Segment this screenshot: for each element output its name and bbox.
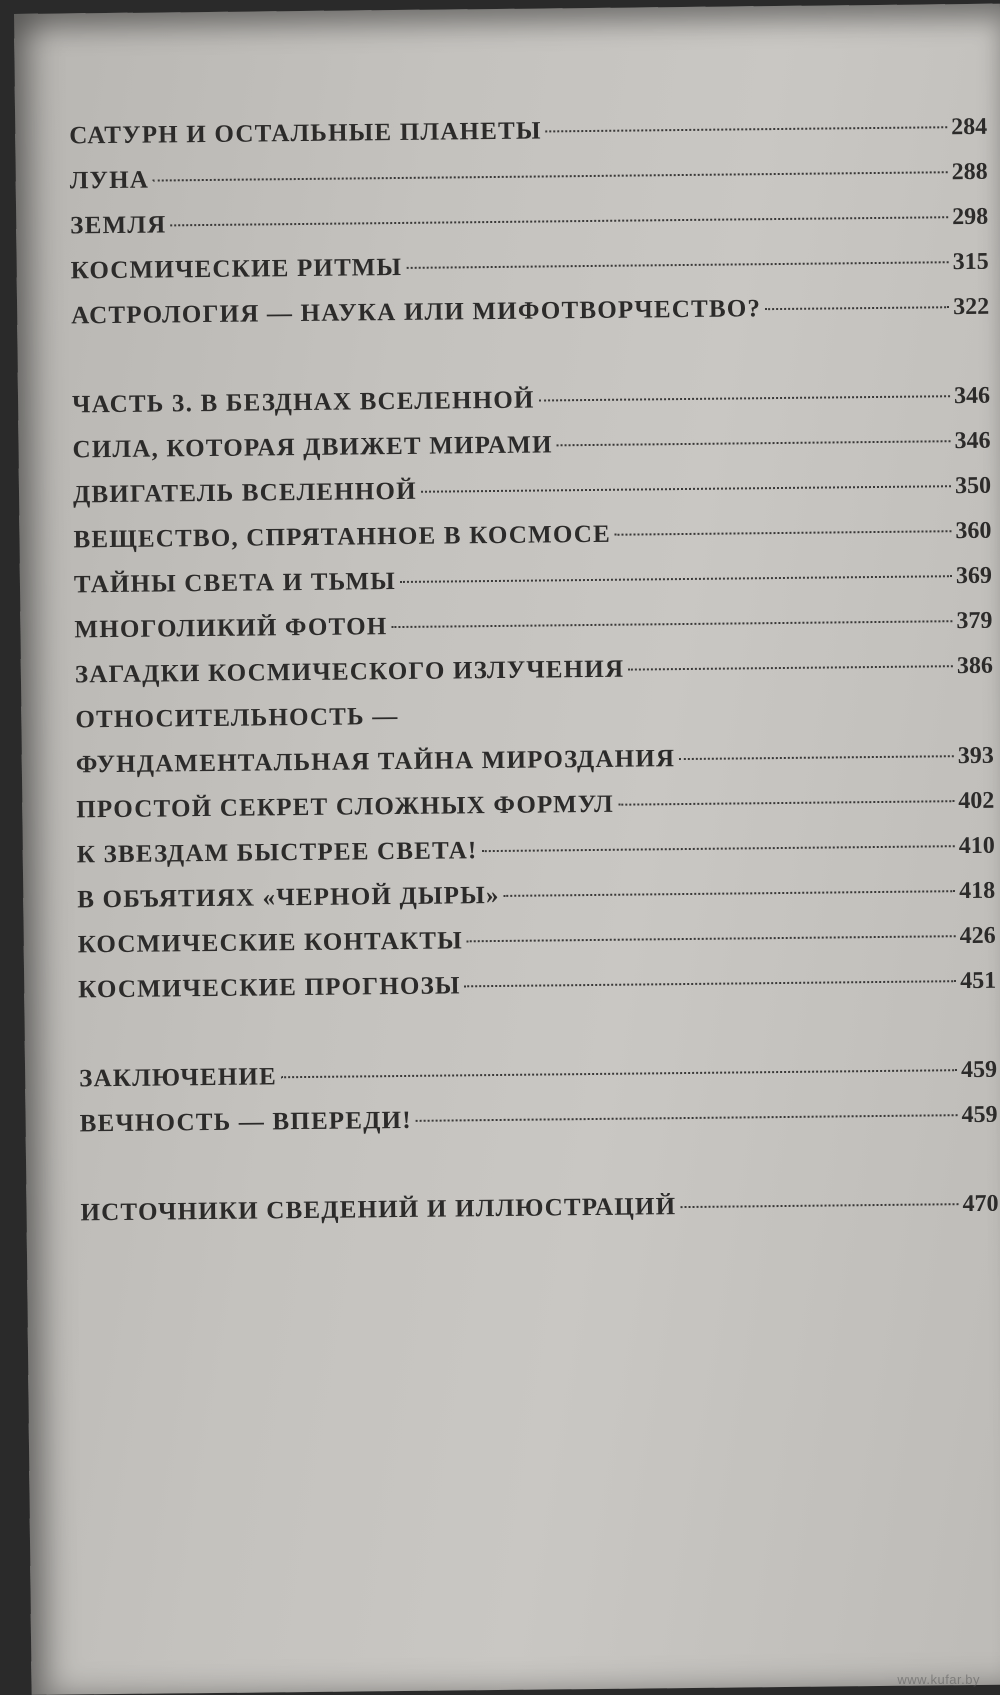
toc-entry-page: 315: [952, 248, 989, 276]
toc-entry-page: 322: [952, 293, 990, 321]
toc-entry-page: 346: [953, 382, 991, 410]
toc-entry-title: ПРОСТОЙ СЕКРЕТ СЛОЖНЫХ ФОРМУЛ: [76, 790, 615, 824]
toc-entry-title: КОСМИЧЕСКИЕ ПРОГНОЗЫ: [78, 972, 461, 1004]
leader-dots: [546, 126, 948, 132]
leader-dots: [680, 1203, 958, 1208]
toc-entry-page: 298: [952, 203, 989, 231]
toc-entry-page: 451: [960, 967, 997, 995]
toc-entry-title: ОТНОСИТЕЛЬНОСТЬ —: [75, 703, 399, 734]
table-of-contents: [69, 104, 999, 1236]
leader-dots: [416, 1114, 958, 1122]
leader-dots: [765, 306, 949, 310]
toc-entry-title: САТУРН И ОСТАЛЬНЫЕ ПЛАНЕТЫ: [69, 117, 542, 150]
leader-dots: [421, 485, 951, 493]
toc-entry-title: ЗАКЛЮЧЕНИЕ: [79, 1063, 278, 1093]
leader-dots: [465, 980, 957, 987]
toc-entry-title: КОСМИЧЕСКИЕ РИТМЫ: [70, 253, 403, 285]
toc-entry-page: 410: [958, 832, 995, 860]
toc-entry: [80, 1181, 998, 1236]
toc-entry-page: 360: [955, 517, 992, 545]
toc-entry-page: 418: [959, 877, 996, 905]
toc-entry-title: ЛУНА: [69, 166, 150, 195]
leader-dots: [618, 800, 954, 806]
toc-entry-page: 284: [951, 113, 988, 141]
toc-entry-page: 459: [961, 1101, 998, 1129]
leader-dots: [615, 530, 952, 536]
toc-entry-page: 350: [954, 472, 992, 500]
leader-dots: [481, 845, 954, 852]
leader-dots: [628, 665, 953, 670]
leader-dots: [400, 575, 952, 583]
toc-entry-title: МНОГОЛИКИЙ ФОТОН: [74, 613, 388, 644]
toc-entry-title: ВЕЧНОСТЬ — ВПЕРЕДИ!: [79, 1106, 412, 1138]
toc-entry-title: ЗАГАДКИ КОСМИЧЕСКОГО ИЗЛУЧЕНИЯ: [74, 655, 625, 689]
leader-dots: [406, 261, 948, 269]
toc-entry-page: 402: [958, 787, 995, 815]
toc-entry-title: ЧАСТЬ 3. В БЕЗДНАХ ВСЕЛЕННОЙ: [71, 386, 535, 419]
toc-entry-page: 346: [954, 427, 991, 455]
toc-entry-page: 459: [960, 1056, 998, 1084]
leader-dots: [281, 1069, 957, 1078]
toc-entry-title: ВЕЩЕСТВО, СПРЯТАННОЕ В КОСМОСЕ: [73, 520, 612, 554]
leader-dots: [391, 620, 952, 628]
toc-entry-title: ДВИГАТЕЛЬ ВСЕЛЕННОЙ: [72, 477, 417, 509]
leader-dots: [557, 440, 951, 446]
toc-entry-page: 288: [951, 158, 988, 186]
toc-entry-page: 470: [962, 1190, 999, 1218]
leader-dots: [170, 216, 948, 226]
toc-entry-page: 386: [956, 652, 994, 680]
toc-entry-title: СИЛА, КОТОРАЯ ДВИЖЕТ МИРАМИ: [72, 431, 553, 464]
book-page: [14, 4, 1000, 1695]
toc-entry-page: 379: [956, 607, 993, 635]
toc-entry-title: ТАЙНЫ СВЕТА И ТЬМЫ: [73, 568, 397, 599]
toc-entry-title: ИСТОЧНИКИ СВЕДЕНИЙ И ИЛЛЮСТРАЦИЙ: [80, 1193, 677, 1227]
toc-entry-page: 393: [957, 742, 994, 770]
toc-entry-title: К ЗВЕЗДАМ БЫСТРЕЕ СВЕТА!: [76, 837, 478, 869]
leader-dots: [539, 395, 950, 401]
toc-entry-page: 369: [955, 562, 993, 590]
toc-entry-title: ФУНДАМЕНТАЛЬНАЯ ТАЙНА МИРОЗДАНИЯ: [75, 745, 676, 779]
toc-entry-title: АСТРОЛОГИЯ — НАУКА ИЛИ МИФОТВОРЧЕСТВО?: [71, 295, 762, 330]
toc-entry-page: 426: [959, 922, 996, 950]
toc-entry-title: КОСМИЧЕСКИЕ КОНТАКТЫ: [77, 927, 464, 959]
watermark: www.kufar.by: [897, 1672, 980, 1687]
toc-entry-title: ЗЕМЛЯ: [70, 211, 167, 240]
leader-dots: [679, 755, 954, 760]
leader-dots: [153, 171, 948, 181]
leader-dots: [504, 890, 956, 897]
leader-dots: [467, 935, 956, 942]
toc-entry-title: В ОБЪЯТИЯХ «ЧЕРНОЙ ДЫРЫ»: [77, 881, 500, 914]
